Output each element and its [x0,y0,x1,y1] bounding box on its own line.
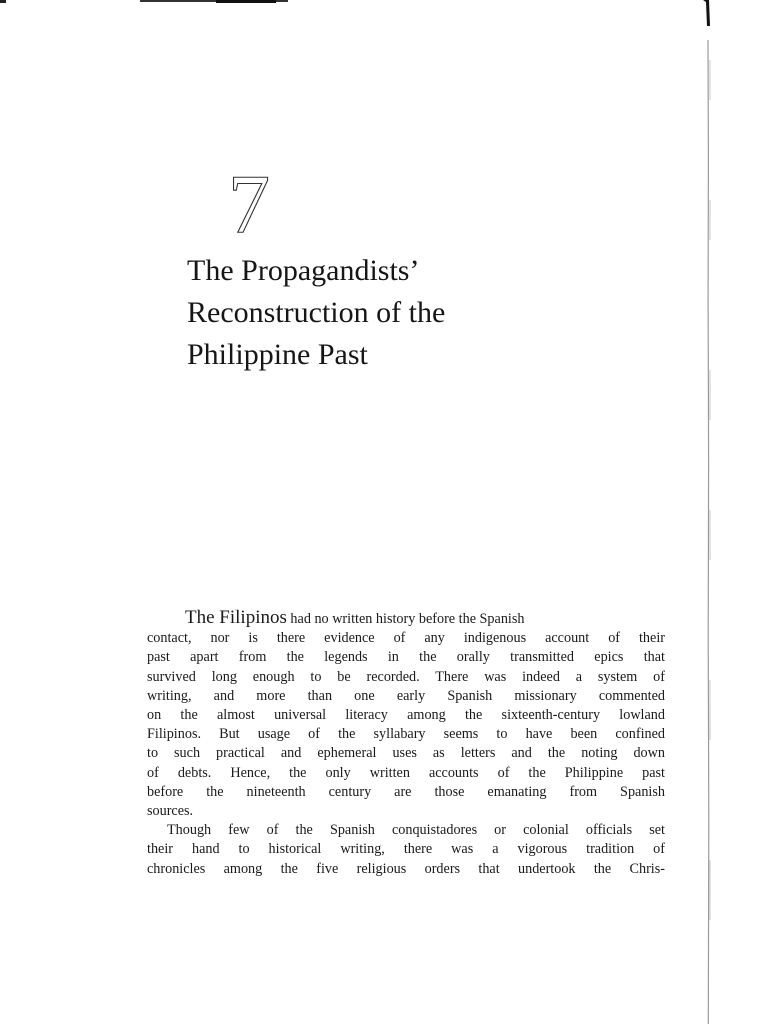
text-line: Filipinos. But usage of the syllabary seems to have been confined [147,726,665,743]
scan-artifact [702,0,712,26]
text-line: had no written history before the Spanish [286,611,525,627]
paragraph-first-line [147,608,665,629]
chapter-title-line: Reconstruction of the [187,296,446,329]
body-text [147,608,665,879]
chapter-number-text: 7 [228,162,270,240]
text-line: before the nineteenth century are those emanating from Spanish [147,783,665,800]
lead-in: The Filipinos [185,607,287,628]
chapter-title [187,250,607,376]
text-line: past apart from the legends in the orally transmitted epics that [147,649,665,666]
scan-artifact [0,0,6,3]
chapter-number [224,162,274,240]
text-line: their hand to historical writing, there was a vigorous tradition of [147,841,665,858]
text-line: of debts. Hence, the only written accounts of the Philippine past [147,764,665,781]
text-line: on the almost universal literacy among the sixteenth-century lowland [147,707,665,724]
text-line: writing, and more than one early Spanish missionary commented [147,687,665,704]
scan-artifact [216,0,276,3]
paragraph [147,821,665,879]
page-edge-shadow [705,40,713,1024]
chapter-title-line: The Propagandists’ [187,254,420,287]
text-line: contact, nor is there evidence of any indigenous account of their [147,630,665,647]
paragraph [147,608,665,821]
chapter-title-line: Philippine Past [187,338,368,371]
text-line: Though few of the Spanish conquistadores or colonial officials set [167,822,665,839]
text-line: chronicles among the five religious orders that undertook the Chris- [147,860,665,877]
text-line: to such practical and ephemeral uses as letters and the noting down [147,745,665,762]
text-line: survived long enough to be recorded. There was indeed a system of [147,668,665,685]
text-line: sources. [147,803,194,820]
